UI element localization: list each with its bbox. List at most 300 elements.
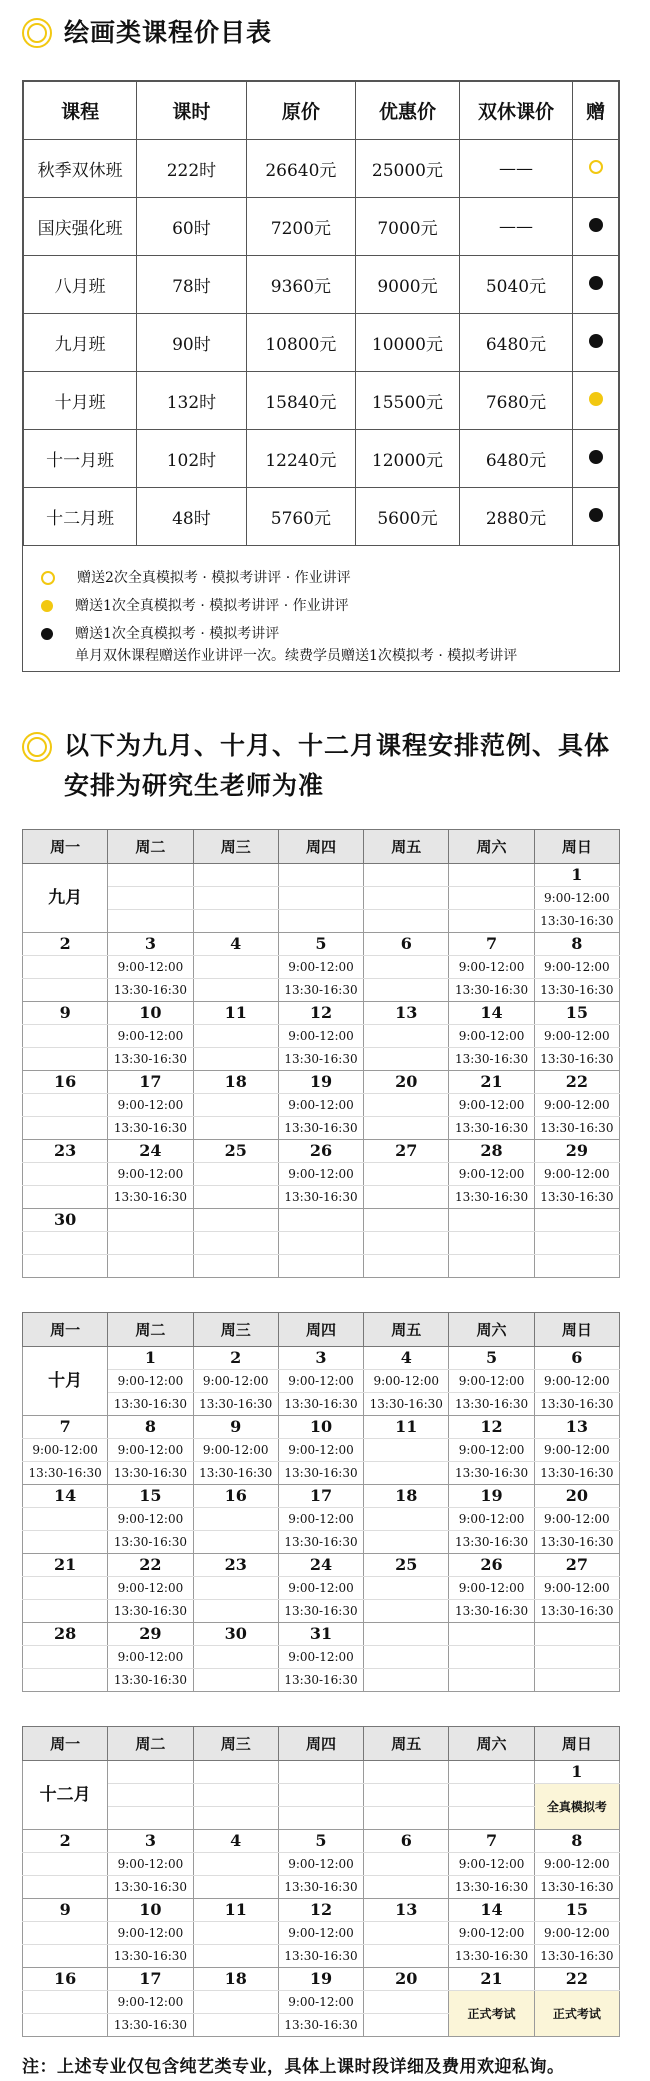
week-row <box>23 1554 620 1577</box>
time-slot-am <box>193 1163 278 1186</box>
discount-price: 5600元 <box>356 488 460 546</box>
time-slot-pm <box>108 910 193 933</box>
time-slot-pm: 13:30-16:30 <box>534 1393 619 1416</box>
day-number <box>193 1209 278 1232</box>
day-number <box>108 864 193 887</box>
day-number: 5 <box>278 933 363 956</box>
day-number: 27 <box>534 1554 619 1577</box>
week-row <box>23 933 620 956</box>
day-number: 29 <box>534 1140 619 1163</box>
time-slot-pm: 13:30-16:30 <box>534 1945 619 1968</box>
time-slot-am: 9:00-12:00 <box>278 1370 363 1393</box>
price-row <box>24 430 619 488</box>
time-slot-pm: 13:30-16:30 <box>449 1393 534 1416</box>
time-slot-am <box>23 1922 108 1945</box>
time-slot-am <box>364 956 449 979</box>
time-slot-pm: 13:30-16:30 <box>534 910 619 933</box>
price-table <box>23 81 619 546</box>
week-row <box>23 1508 620 1531</box>
day-number <box>449 1209 534 1232</box>
time-slot-am: 9:00-12:00 <box>193 1370 278 1393</box>
time-slot-pm: 13:30-16:30 <box>278 1048 363 1071</box>
black-dot-icon <box>589 218 603 232</box>
day-number: 4 <box>193 1830 278 1853</box>
discount-price: 15500元 <box>356 372 460 430</box>
day-number: 23 <box>193 1554 278 1577</box>
time-slot-pm <box>364 979 449 1002</box>
day-number: 25 <box>193 1140 278 1163</box>
day-number: 16 <box>193 1485 278 1508</box>
time-slot-am <box>364 1577 449 1600</box>
time-slot-am: 9:00-12:00 <box>278 1577 363 1600</box>
time-slot-pm: 13:30-16:30 <box>449 1186 534 1209</box>
time-slot-am: 9:00-12:00 <box>449 1508 534 1531</box>
time-slot-am <box>534 1232 619 1255</box>
day-number: 10 <box>108 1002 193 1025</box>
mock-exam-label: 全真模拟考 <box>534 1784 619 1830</box>
time-slot-am: 9:00-12:00 <box>449 956 534 979</box>
time-slot-am <box>364 1922 449 1945</box>
time-slot-pm: 13:30-16:30 <box>278 1393 363 1416</box>
week-row <box>23 1140 620 1163</box>
gift-cell <box>573 372 619 430</box>
week-row <box>23 1232 620 1255</box>
time-slot-am: 9:00-12:00 <box>534 1370 619 1393</box>
course-name: 十月班 <box>24 372 137 430</box>
time-slot-am <box>364 1508 449 1531</box>
time-slot-pm <box>193 979 278 1002</box>
day-number: 16 <box>23 1968 108 1991</box>
weekday-header: 周四 <box>278 1313 363 1347</box>
time-slot-am: 9:00-12:00 <box>23 1439 108 1462</box>
time-slot-pm: 13:30-16:30 <box>449 1945 534 1968</box>
time-slot-pm <box>364 1048 449 1071</box>
time-slot-pm <box>449 1669 534 1692</box>
calendar-december <box>22 1726 620 2037</box>
day-number: 27 <box>364 1140 449 1163</box>
week-row <box>23 1899 620 1922</box>
price-header-cell: 课程 <box>24 82 137 140</box>
time-slot-pm <box>534 1669 619 1692</box>
course-name: 十二月班 <box>24 488 137 546</box>
weekend-price: 2880元 <box>459 488 572 546</box>
time-slot-pm: 13:30-16:30 <box>278 1462 363 1485</box>
time-slot-am <box>449 887 534 910</box>
week-row <box>23 1002 620 1025</box>
weekday-header: 周六 <box>449 830 534 864</box>
time-slot-am: 9:00-12:00 <box>449 1439 534 1462</box>
weekday-header: 周一 <box>23 830 108 864</box>
day-number <box>364 1761 449 1784</box>
week-row <box>23 1209 620 1232</box>
time-slot-am: 9:00-12:00 <box>278 1991 363 2014</box>
time-slot-pm <box>193 1945 278 1968</box>
time-slot-am <box>278 887 363 910</box>
black-dot-icon <box>589 276 603 290</box>
section2-title <box>64 726 610 806</box>
day-number: 16 <box>23 1071 108 1094</box>
time-slot-am <box>449 1232 534 1255</box>
time-slot-am <box>193 1508 278 1531</box>
footer-note: 注：上述专业仅包含纯艺类专业，具体上课时段详细及费用欢迎私询。 <box>22 2057 565 2077</box>
day-number: 13 <box>534 1416 619 1439</box>
weekday-header: 周五 <box>364 1727 449 1761</box>
time-slot-pm <box>23 1945 108 1968</box>
price-header-cell: 双休课价 <box>459 82 572 140</box>
weekday-header: 周日 <box>534 1313 619 1347</box>
weekend-price: 7680元 <box>459 372 572 430</box>
week-row <box>23 1876 620 1899</box>
original-price: 10800元 <box>246 314 356 372</box>
time-slot-pm: 13:30-16:30 <box>23 1462 108 1485</box>
weekend-price: —— <box>459 140 572 198</box>
day-number: 2 <box>23 1830 108 1853</box>
time-slot-am: 9:00-12:00 <box>278 1094 363 1117</box>
price-row <box>24 256 619 314</box>
weekend-price: 6480元 <box>459 430 572 488</box>
time-slot-pm <box>364 1462 449 1485</box>
day-number <box>278 864 363 887</box>
gold-dot-icon <box>589 392 603 406</box>
day-number: 15 <box>108 1485 193 1508</box>
course-hours: 102时 <box>137 430 246 488</box>
day-number: 20 <box>534 1485 619 1508</box>
time-slot-pm <box>193 1876 278 1899</box>
day-number: 8 <box>534 1830 619 1853</box>
course-hours: 48时 <box>137 488 246 546</box>
day-number: 30 <box>23 1209 108 1232</box>
section1-circle-icon <box>22 18 52 48</box>
weekday-header: 周日 <box>534 830 619 864</box>
day-number: 17 <box>278 1485 363 1508</box>
time-slot-am: 9:00-12:00 <box>534 1439 619 1462</box>
day-number: 18 <box>193 1071 278 1094</box>
time-slot-am <box>193 1922 278 1945</box>
time-slot-pm: 13:30-16:30 <box>108 1186 193 1209</box>
discount-price: 7000元 <box>356 198 460 256</box>
course-name: 八月班 <box>24 256 137 314</box>
weekday-header: 周五 <box>364 830 449 864</box>
original-price: 9360元 <box>246 256 356 314</box>
day-number: 21 <box>449 1968 534 1991</box>
time-slot-am: 9:00-12:00 <box>364 1370 449 1393</box>
gift-cell <box>573 140 619 198</box>
day-number: 8 <box>108 1416 193 1439</box>
weekday-header: 周四 <box>278 1727 363 1761</box>
time-slot-am <box>193 1094 278 1117</box>
weekday-header: 周二 <box>108 1727 193 1761</box>
time-slot-pm <box>23 979 108 1002</box>
week-row <box>23 1186 620 1209</box>
original-price: 5760元 <box>246 488 356 546</box>
week-row <box>23 1945 620 1968</box>
time-slot-am: 9:00-12:00 <box>534 1094 619 1117</box>
weekday-header: 周四 <box>278 830 363 864</box>
day-number: 12 <box>278 1002 363 1025</box>
day-number: 1 <box>534 864 619 887</box>
time-slot-pm <box>364 2014 449 2037</box>
time-slot-pm: 13:30-16:30 <box>278 1600 363 1623</box>
discount-price: 12000元 <box>356 430 460 488</box>
time-slot-am: 9:00-12:00 <box>108 1991 193 2014</box>
gift-cell <box>573 488 619 546</box>
time-slot-am <box>364 1646 449 1669</box>
day-number <box>449 1623 534 1646</box>
time-slot-am: 9:00-12:00 <box>278 1439 363 1462</box>
time-slot-pm <box>278 1255 363 1278</box>
price-row <box>24 140 619 198</box>
time-slot-am: 9:00-12:00 <box>534 1922 619 1945</box>
weekday-header-row <box>23 1727 620 1761</box>
time-slot-am <box>193 1853 278 1876</box>
time-slot-pm <box>193 1807 278 1830</box>
course-hours: 222时 <box>137 140 246 198</box>
time-slot-am <box>364 1025 449 1048</box>
price-header-cell: 优惠价 <box>356 82 460 140</box>
time-slot-am: 9:00-12:00 <box>449 1577 534 1600</box>
time-slot-pm <box>108 1807 193 1830</box>
time-slot-pm: 13:30-16:30 <box>108 1600 193 1623</box>
day-number: 29 <box>108 1623 193 1646</box>
time-slot-pm: 13:30-16:30 <box>449 1117 534 1140</box>
time-slot-pm: 13:30-16:30 <box>534 979 619 1002</box>
time-slot-am <box>193 1784 278 1807</box>
time-slot-pm <box>449 1255 534 1278</box>
week-row <box>23 1968 620 1991</box>
day-number: 23 <box>23 1140 108 1163</box>
day-number <box>108 1761 193 1784</box>
day-number: 19 <box>278 1968 363 1991</box>
time-slot-pm: 13:30-16:30 <box>449 1462 534 1485</box>
time-slot-am: 9:00-12:00 <box>108 956 193 979</box>
week-row <box>23 1094 620 1117</box>
weekday-header: 周一 <box>23 1727 108 1761</box>
time-slot-am: 9:00-12:00 <box>108 1025 193 1048</box>
time-slot-pm: 13:30-16:30 <box>364 1393 449 1416</box>
time-slot-am <box>23 1853 108 1876</box>
hollow-dot-icon <box>41 571 55 585</box>
day-number: 11 <box>193 1899 278 1922</box>
day-number: 19 <box>278 1071 363 1094</box>
week-row <box>23 1922 620 1945</box>
day-number: 17 <box>108 1071 193 1094</box>
time-slot-pm <box>193 1186 278 1209</box>
time-slot-am <box>193 1025 278 1048</box>
time-slot-am <box>108 887 193 910</box>
time-slot-pm: 13:30-16:30 <box>108 1945 193 1968</box>
time-slot-pm <box>23 1600 108 1623</box>
week-row <box>23 1600 620 1623</box>
time-slot-am <box>23 1577 108 1600</box>
time-slot-pm <box>108 1255 193 1278</box>
day-number: 3 <box>108 1830 193 1853</box>
day-number: 3 <box>278 1347 363 1370</box>
day-number: 17 <box>108 1968 193 1991</box>
time-slot-pm <box>534 1255 619 1278</box>
time-slot-am: 9:00-12:00 <box>534 1163 619 1186</box>
time-slot-am: 9:00-12:00 <box>278 1025 363 1048</box>
time-slot-am: 9:00-12:00 <box>108 1646 193 1669</box>
time-slot-am <box>193 1577 278 1600</box>
day-number <box>278 1761 363 1784</box>
time-slot-pm: 13:30-16:30 <box>278 1531 363 1554</box>
time-slot-pm: 13:30-16:30 <box>108 979 193 1002</box>
calendar-september <box>22 829 620 1278</box>
time-slot-pm: 13:30-16:30 <box>278 1876 363 1899</box>
time-slot-pm <box>364 910 449 933</box>
day-number <box>364 1623 449 1646</box>
week-row <box>23 1439 620 1462</box>
time-slot-am: 9:00-12:00 <box>449 1163 534 1186</box>
day-number: 25 <box>364 1554 449 1577</box>
day-number: 20 <box>364 1071 449 1094</box>
week-row <box>23 1025 620 1048</box>
time-slot-am <box>23 1232 108 1255</box>
day-number: 1 <box>534 1761 619 1784</box>
time-slot-am <box>278 1232 363 1255</box>
week-row <box>23 1669 620 1692</box>
time-slot-pm <box>193 2014 278 2037</box>
time-slot-am: 9:00-12:00 <box>449 1370 534 1393</box>
time-slot-pm <box>449 1807 534 1830</box>
hollow-dot-icon <box>589 160 603 174</box>
time-slot-pm <box>23 1531 108 1554</box>
time-slot-am: 9:00-12:00 <box>108 1508 193 1531</box>
week-row <box>23 1048 620 1071</box>
day-number: 24 <box>278 1554 363 1577</box>
time-slot-am <box>23 1508 108 1531</box>
discount-price: 9000元 <box>356 256 460 314</box>
time-slot-am: 9:00-12:00 <box>278 956 363 979</box>
time-slot-pm <box>23 2014 108 2037</box>
time-slot-pm: 13:30-16:30 <box>108 1462 193 1485</box>
day-number: 26 <box>449 1554 534 1577</box>
time-slot-pm: 13:30-16:30 <box>193 1462 278 1485</box>
black-dot-icon <box>589 508 603 522</box>
day-number: 31 <box>278 1623 363 1646</box>
weekday-header: 周六 <box>449 1313 534 1347</box>
week-row <box>23 1991 620 2014</box>
week-row <box>23 1416 620 1439</box>
time-slot-am <box>364 1163 449 1186</box>
time-slot-am: 9:00-12:00 <box>534 1025 619 1048</box>
time-slot-pm <box>23 1186 108 1209</box>
course-name: 秋季双休班 <box>24 140 137 198</box>
week-row <box>23 1853 620 1876</box>
time-slot-am: 9:00-12:00 <box>278 1646 363 1669</box>
day-number <box>449 864 534 887</box>
weekend-price: —— <box>459 198 572 256</box>
day-number <box>108 1209 193 1232</box>
time-slot-pm <box>364 1807 449 1830</box>
gold-dot-icon <box>41 600 53 612</box>
time-slot-pm: 13:30-16:30 <box>108 1117 193 1140</box>
time-slot-am: 9:00-12:00 <box>278 1922 363 1945</box>
day-number: 28 <box>23 1623 108 1646</box>
time-slot-am: 9:00-12:00 <box>449 1025 534 1048</box>
day-number: 9 <box>193 1416 278 1439</box>
time-slot-pm <box>278 910 363 933</box>
day-number: 14 <box>23 1485 108 1508</box>
day-number: 21 <box>23 1554 108 1577</box>
time-slot-am: 9:00-12:00 <box>108 1922 193 1945</box>
time-slot-am: 9:00-12:00 <box>278 1163 363 1186</box>
time-slot-pm <box>23 1255 108 1278</box>
time-slot-pm <box>193 1669 278 1692</box>
gift-cell <box>573 430 619 488</box>
weekday-header: 周二 <box>108 1313 193 1347</box>
day-number: 22 <box>534 1071 619 1094</box>
day-number: 5 <box>278 1830 363 1853</box>
day-number: 22 <box>108 1554 193 1577</box>
day-number: 14 <box>449 1002 534 1025</box>
day-number: 6 <box>534 1347 619 1370</box>
day-number <box>364 864 449 887</box>
time-slot-am <box>193 1991 278 2014</box>
weekday-header-row <box>23 1313 620 1347</box>
day-number: 24 <box>108 1140 193 1163</box>
day-number: 10 <box>108 1899 193 1922</box>
weekend-price: 5040元 <box>459 256 572 314</box>
day-number: 30 <box>193 1623 278 1646</box>
legend-row-hollow <box>41 564 603 592</box>
weekday-header: 周二 <box>108 830 193 864</box>
time-slot-am <box>193 887 278 910</box>
day-number: 3 <box>108 933 193 956</box>
time-slot-pm: 13:30-16:30 <box>449 1048 534 1071</box>
formal-exam-label: 正式考试 <box>534 1991 619 2037</box>
time-slot-pm: 13:30-16:30 <box>278 979 363 1002</box>
gift-cell <box>573 256 619 314</box>
day-number: 4 <box>193 933 278 956</box>
section1-title: 绘画类课程价目表 <box>64 18 273 47</box>
week-row <box>23 1646 620 1669</box>
time-slot-pm: 13:30-16:30 <box>278 2014 363 2037</box>
day-number: 18 <box>193 1968 278 1991</box>
time-slot-pm: 13:30-16:30 <box>278 1669 363 1692</box>
time-slot-pm <box>364 1945 449 1968</box>
weekday-header: 周三 <box>193 1727 278 1761</box>
time-slot-pm <box>449 910 534 933</box>
week-row <box>23 1393 620 1416</box>
weekday-header: 周日 <box>534 1727 619 1761</box>
day-number: 19 <box>449 1485 534 1508</box>
time-slot-am: 9:00-12:00 <box>193 1439 278 1462</box>
time-slot-am: 9:00-12:00 <box>449 1853 534 1876</box>
day-number: 4 <box>364 1347 449 1370</box>
week-row <box>23 1163 620 1186</box>
day-number: 8 <box>534 933 619 956</box>
time-slot-pm <box>193 1048 278 1071</box>
time-slot-pm: 13:30-16:30 <box>108 1669 193 1692</box>
section2-title-line2: 安排为研究生老师为准 <box>64 771 325 800</box>
time-slot-am <box>364 1232 449 1255</box>
day-number: 20 <box>364 1968 449 1991</box>
weekday-header: 周六 <box>449 1727 534 1761</box>
week-row <box>23 1623 620 1646</box>
time-slot-am <box>23 956 108 979</box>
day-number <box>534 1623 619 1646</box>
time-slot-pm: 13:30-16:30 <box>108 1876 193 1899</box>
time-slot-am <box>108 1232 193 1255</box>
time-slot-pm: 13:30-16:30 <box>534 1876 619 1899</box>
time-slot-am: 9:00-12:00 <box>108 1577 193 1600</box>
weekday-header: 周一 <box>23 1313 108 1347</box>
time-slot-am <box>193 1232 278 1255</box>
time-slot-pm: 13:30-16:30 <box>534 1117 619 1140</box>
time-slot-am: 9:00-12:00 <box>278 1508 363 1531</box>
day-number <box>534 1209 619 1232</box>
